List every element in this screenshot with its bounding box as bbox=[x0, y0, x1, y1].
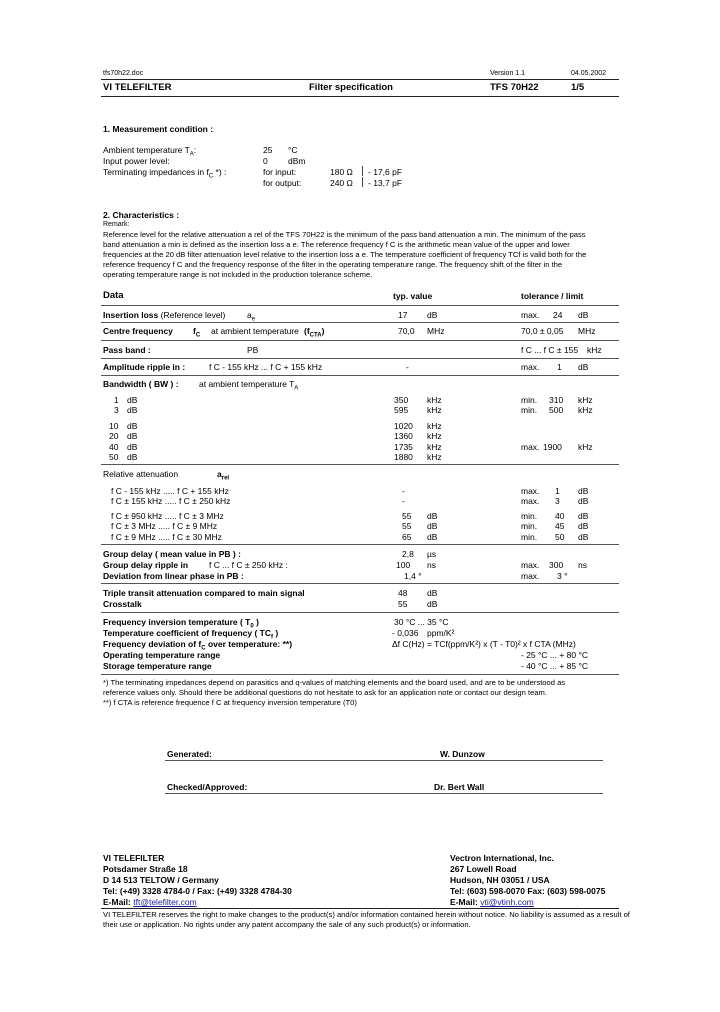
rel-limv: 3 bbox=[555, 496, 560, 506]
centre-paren: $(f_{CTA})$ bbox=[304, 326, 325, 339]
centre-typ: 70,0 bbox=[398, 326, 415, 336]
bw-level: 1 bbox=[114, 395, 119, 405]
table-rule bbox=[101, 358, 619, 359]
bw-limv: 500 bbox=[549, 405, 564, 415]
power-value: 0 bbox=[263, 156, 268, 166]
rel-range: f C ± 9 MHz ..... f C ± 30 MHz bbox=[111, 532, 222, 542]
table-rule bbox=[101, 322, 619, 323]
input-label: for input: bbox=[263, 167, 297, 177]
centre-unit: MHz bbox=[427, 326, 445, 336]
table-rule bbox=[101, 583, 619, 584]
tcf-typ: - 0,036 bbox=[392, 628, 419, 638]
table-rule bbox=[101, 544, 619, 545]
generated-name: W. Dunzow bbox=[440, 749, 485, 759]
gd-ripple-label: Group delay ripple in bbox=[103, 560, 189, 570]
table-rule bbox=[101, 674, 619, 675]
rel-limu: dB bbox=[578, 521, 589, 531]
rel-lim: max. bbox=[521, 496, 540, 506]
bw-limu: kHz bbox=[578, 442, 593, 452]
bw-limv: 1900 bbox=[543, 442, 562, 452]
doc-title: Filter specification bbox=[309, 82, 393, 93]
bw-level: 10 bbox=[109, 421, 119, 431]
gd-ripple-limu: ns bbox=[578, 560, 587, 570]
version: Version 1.1 bbox=[490, 70, 526, 77]
footer-left-phone: Tel: (+49) 3328 4784-0 / Fax: (+49) 3328 4784-30 bbox=[103, 886, 292, 896]
passband-typ: PB bbox=[247, 345, 259, 355]
tcf-label: Temperature coefficient of frequency ( $TC_f$ ) bbox=[103, 628, 279, 641]
bw-level-unit: dB bbox=[127, 452, 138, 462]
rel-limv: 45 bbox=[555, 521, 565, 531]
gd-ripple-typ: 100 bbox=[396, 560, 411, 570]
bw-level: 50 bbox=[109, 452, 119, 462]
footer-right-street: 267 Lowell Road bbox=[450, 864, 517, 874]
rel-typ-unit: dB bbox=[427, 532, 438, 542]
insertion-limu: dB bbox=[578, 310, 589, 320]
output-value: 240 Ω bbox=[330, 178, 353, 188]
table-rule bbox=[101, 464, 619, 465]
bw-typ: 1020 bbox=[394, 421, 413, 431]
footer-rule bbox=[101, 908, 619, 909]
input-divider bbox=[362, 166, 363, 176]
company-name: VI TELEFILTER bbox=[103, 82, 172, 93]
rel-limu: dB bbox=[578, 511, 589, 521]
rel-typ: 65 bbox=[402, 532, 412, 542]
rel-lim: min. bbox=[521, 521, 538, 531]
triple-label: Triple transit attenuation compared to main signal bbox=[103, 588, 305, 598]
ripple-label: Amplitude ripple in : bbox=[103, 362, 186, 372]
st-temp-label: Storage temperature range bbox=[103, 661, 212, 671]
bw-typ-unit: kHz bbox=[427, 421, 442, 431]
table-rule bbox=[101, 612, 619, 613]
rel-limu: dB bbox=[578, 486, 589, 496]
crosstalk-label: Crosstalk bbox=[103, 599, 142, 609]
tcf-unit: ppm/K² bbox=[427, 628, 455, 638]
footer-right-city: Hudson, NH 03051 / USA bbox=[450, 875, 550, 885]
input-value: 180 Ω bbox=[330, 167, 353, 177]
note-2: reference values only. Should there be additional questions do not hesitate to ask for an application note or contact our design team. bbox=[103, 688, 547, 697]
st-temp-lim: - 40 °C ... + 85 °C bbox=[521, 661, 589, 671]
bw-limv: 310 bbox=[549, 395, 564, 405]
table-rule bbox=[101, 375, 619, 376]
note-3: **) f CTA is reference frequence f C at frequency inversion temperature (T0) bbox=[103, 698, 357, 707]
power-unit: dBm bbox=[288, 156, 306, 166]
gd-ripple-lim: max. bbox=[521, 560, 540, 570]
input-capacitance: - 17,6 pF bbox=[368, 167, 403, 177]
triple-unit: dB bbox=[427, 588, 438, 598]
insertion-row: Insertion loss (Reference level) bbox=[103, 310, 226, 320]
freq-dev-formula: Δf C(Hz) = TCf(ppm/K²) x (T - T0)² x f CTA (MHz) bbox=[392, 639, 576, 649]
rel-limv: 1 bbox=[555, 486, 560, 496]
bw-level-unit: dB bbox=[127, 442, 138, 452]
checked-label: Checked/Approved: bbox=[167, 782, 248, 792]
remark-line-4: reference frequency f C and the frequency response of the filter in the operating temperature range. The frequency shift of the filter in the bbox=[103, 260, 563, 269]
rel-limv: 50 bbox=[555, 532, 565, 542]
page-number: 1/5 bbox=[571, 82, 585, 93]
inv-temp-typ: 30 °C ... 35 °C bbox=[394, 617, 449, 627]
ambient-value: 25 bbox=[263, 145, 273, 155]
remark-line-3: frequencies at the 20 dB filter attenuation level relative to the insertion loss a e. The temperature coefficient of frequency TCf is valid both for the bbox=[103, 250, 587, 259]
rel-range: f C ± 3 MHz ..... f C ± 9 MHz bbox=[111, 521, 218, 531]
footer-left-street: Potsdamer Straße 18 bbox=[103, 864, 188, 874]
gd-ripple-limv: 300 bbox=[549, 560, 564, 570]
passband-tol: f C ... f C ± 155 bbox=[521, 345, 579, 355]
ripple-limu: dB bbox=[578, 362, 589, 372]
rel-title: Relative attenuation bbox=[103, 469, 179, 479]
footer-right-email-link[interactable]: vti@vtinh.com bbox=[480, 897, 534, 907]
ripple-typ: - bbox=[406, 362, 409, 372]
op-temp-label: Operating temperature range bbox=[103, 650, 221, 660]
triple-typ: 48 bbox=[398, 588, 408, 598]
section2-title: 2. Characteristics : bbox=[103, 210, 180, 220]
footer-right-email: E-Mail: vti@vtinh.com bbox=[450, 897, 534, 907]
bw-typ: 1880 bbox=[394, 452, 413, 462]
bw-typ-unit: kHz bbox=[427, 452, 442, 462]
footer-right-company: Vectron International, Inc. bbox=[450, 853, 554, 863]
bw-level: 3 bbox=[114, 405, 119, 415]
ambient-unit: °C bbox=[288, 145, 298, 155]
insertion-symbol: $a_e$ bbox=[247, 310, 256, 323]
bw-limu: kHz bbox=[578, 405, 593, 415]
section1-title: 1. Measurement condition : bbox=[103, 124, 214, 134]
bw-typ: 1735 bbox=[394, 442, 413, 452]
footer-left-company: VI TELEFILTER bbox=[103, 853, 165, 863]
bw-limu: kHz bbox=[578, 395, 593, 405]
footer-right-phone: Tel: (603) 598-0070 Fax: (603) 598-0075 bbox=[450, 886, 606, 896]
bw-typ: 595 bbox=[394, 405, 409, 415]
signature-line bbox=[165, 760, 603, 761]
remark-line-2: band attenuation a min is defined as the insertion loss a e. The reference frequency f C is the arithmetic mean value of the upper and lower bbox=[103, 240, 570, 249]
rel-lim: min. bbox=[521, 532, 538, 542]
rel-typ: 55 bbox=[402, 521, 412, 531]
note-1: *) The terminating impedances depend on parasitics and q-values of matching elements and the board used, and are to be understood as bbox=[103, 678, 566, 687]
rel-limu: dB bbox=[578, 532, 589, 542]
generated-label: Generated: bbox=[167, 749, 212, 759]
header-rule-2 bbox=[101, 96, 619, 97]
dev-phase-lim: max. bbox=[521, 571, 540, 581]
rel-lim: max. bbox=[521, 486, 540, 496]
rel-limv: 40 bbox=[555, 511, 565, 521]
ripple-limv: 1 bbox=[557, 362, 562, 372]
gd-mean-unit: µs bbox=[427, 549, 437, 559]
centre-text: at ambient temperature bbox=[211, 326, 299, 336]
footer-left-email-link[interactable]: tft@telefilter.com bbox=[133, 897, 197, 907]
rel-typ: - bbox=[402, 486, 405, 496]
tolerance-heading: tolerance / limit bbox=[521, 291, 584, 301]
bw-level-unit: dB bbox=[127, 395, 138, 405]
power-label: Input power level: bbox=[103, 156, 170, 166]
gd-ripple-range: f C ... f C ± 250 kHz : bbox=[209, 560, 288, 570]
rel-range: f C - 155 kHz ..... f C + 155 kHz bbox=[111, 486, 229, 496]
centre-tol: 70,0 ± 0,05 bbox=[521, 326, 564, 336]
file-name: tfs70h22.doc bbox=[103, 70, 144, 77]
bw-lim: min. bbox=[521, 405, 538, 415]
part-number: TFS 70H22 bbox=[490, 82, 539, 93]
output-capacitance: - 13,7 pF bbox=[368, 178, 403, 188]
gd-ripple-unit: ns bbox=[427, 560, 436, 570]
op-temp-lim: - 25 °C ... + 80 °C bbox=[521, 650, 589, 660]
rel-typ: - bbox=[402, 496, 405, 506]
dev-phase-typ: 1,4 ° bbox=[404, 571, 422, 581]
rel-range: f C ± 155 kHz ..... f C ± 250 kHz bbox=[111, 496, 231, 506]
rel-typ: 55 bbox=[402, 511, 412, 521]
output-divider bbox=[362, 177, 363, 187]
dev-phase-label: Deviation from linear phase in PB : bbox=[103, 571, 244, 581]
crosstalk-unit: dB bbox=[427, 599, 438, 609]
crosstalk-typ: 55 bbox=[398, 599, 408, 609]
rel-typ-unit: dB bbox=[427, 521, 438, 531]
gd-mean-label: Group delay ( mean value in PB ) : bbox=[103, 549, 241, 559]
passband-tolu: kHz bbox=[587, 345, 602, 355]
rel-lim: min. bbox=[521, 511, 538, 521]
bw-typ: 350 bbox=[394, 395, 409, 405]
insertion-limv: 24 bbox=[553, 310, 563, 320]
doc-date: 04.05.2002 bbox=[571, 70, 607, 77]
bw-typ-unit: kHz bbox=[427, 405, 442, 415]
footer-left-email: E-Mail: tft@telefilter.com bbox=[103, 897, 197, 907]
insertion-lim: max. bbox=[521, 310, 540, 320]
bw-typ-unit: kHz bbox=[427, 431, 442, 441]
insertion-typ: 17 bbox=[398, 310, 408, 320]
bw-level-unit: dB bbox=[127, 431, 138, 441]
data-heading: Data bbox=[103, 290, 124, 301]
signature-line bbox=[165, 793, 603, 794]
checked-name: Dr. Bert Wall bbox=[434, 782, 485, 792]
bw-typ: 1360 bbox=[394, 431, 413, 441]
footer-left-city: D 14 513 TELTOW / Germany bbox=[103, 875, 219, 885]
remark-line-1: Reference level for the relative attenuation a rel of the TFS 70H22 is the minimum of the pass band attenuation a min. The minimum of the pass bbox=[103, 230, 586, 239]
centre-label: Centre frequency bbox=[103, 326, 173, 336]
bw-lim: min. bbox=[521, 395, 538, 405]
bw-level-unit: dB bbox=[127, 421, 138, 431]
table-rule bbox=[101, 305, 619, 306]
bw-level: 20 bbox=[109, 431, 119, 441]
passband-label: Pass band : bbox=[103, 345, 151, 355]
remark-line-5: operating temperature range is not included in the production tolerance scheme. bbox=[103, 270, 373, 279]
insertion-unit: dB bbox=[427, 310, 438, 320]
bw-level-unit: dB bbox=[127, 405, 138, 415]
disclaimer-2: their use or application. No rights under any patent accompany the sale of any such product(s) or information. bbox=[103, 920, 471, 929]
disclaimer-1: VI TELEFILTER reserves the right to make changes to the product(s) and/or information contained herein without notice. No liability is assumed as a result of bbox=[103, 910, 630, 919]
term-label: Terminating impedances in $f_C$ *) : bbox=[103, 167, 227, 180]
centre-tolu: MHz bbox=[578, 326, 596, 336]
bw-typ-unit: kHz bbox=[427, 442, 442, 452]
rel-limu: dB bbox=[578, 496, 589, 506]
ambient-label: Ambient temperature $T_A$: bbox=[103, 145, 197, 158]
inv-temp-label: Frequency inversion temperature ( $T_0$ ) bbox=[103, 617, 259, 630]
table-rule bbox=[101, 340, 619, 341]
bandwidth-text: at ambient temperature $T_A$ bbox=[199, 379, 299, 392]
bandwidth-title: Bandwidth ( BW ) : bbox=[103, 379, 179, 389]
bw-lim: max. bbox=[521, 442, 540, 452]
ripple-range: f C - 155 kHz ... f C + 155 kHz bbox=[209, 362, 323, 372]
rel-typ-unit: dB bbox=[427, 511, 438, 521]
bw-level: 40 bbox=[109, 442, 119, 452]
freq-dev-label: Frequency deviation of $f_C$ over temperature: **) bbox=[103, 639, 293, 652]
bw-typ-unit: kHz bbox=[427, 395, 442, 405]
dev-phase-limv: 3 ° bbox=[557, 571, 568, 581]
gd-mean-typ: 2,8 bbox=[402, 549, 414, 559]
centre-symbol: $f_C$ bbox=[193, 326, 201, 339]
rel-range: f C ± 950 kHz ..... f C ± 3 MHz bbox=[111, 511, 224, 521]
remark-label: Remark: bbox=[103, 221, 130, 228]
typ-heading: typ. value bbox=[393, 291, 433, 301]
ripple-lim: max. bbox=[521, 362, 540, 372]
rel-symbol: $a_{rel}$ bbox=[217, 469, 230, 482]
header-rule bbox=[101, 79, 619, 80]
output-label: for output: bbox=[263, 178, 302, 188]
